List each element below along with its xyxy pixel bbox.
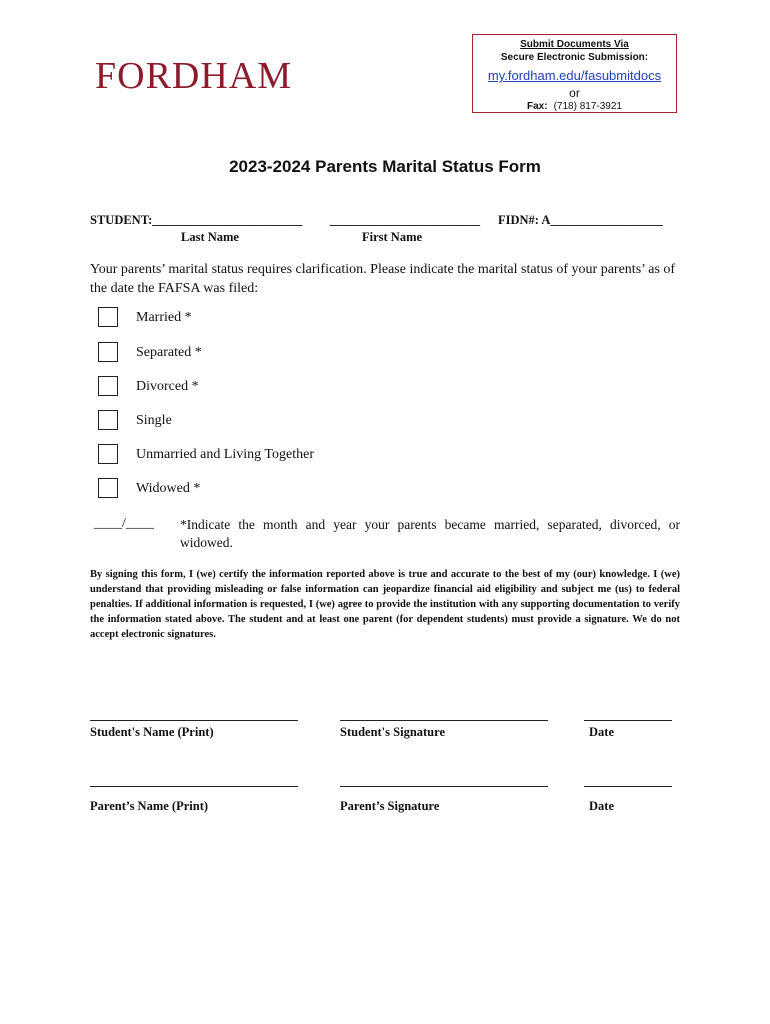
checkbox[interactable]	[98, 342, 118, 362]
student-signature-line[interactable]	[340, 720, 548, 721]
intro-text: Your parents’ marital status requires clarification. Please indicate the marital status of your parents’ as of the date the FAFSA was filed:	[90, 262, 676, 296]
parent-date-line[interactable]	[584, 786, 672, 787]
option-label: Widowed *	[136, 481, 201, 496]
student-signature-label: Student's Signature	[340, 725, 446, 739]
secure-submission-label: Secure Electronic Submission:	[500, 52, 649, 63]
submit-docs-link[interactable]: my.fordham.edu/fasubmitdocs	[487, 68, 662, 83]
fax-number: (718) 817-3921	[553, 101, 622, 112]
student-row	[90, 213, 302, 228]
form-title: 2023-2024 Parents Marital Status Form	[229, 157, 541, 176]
parent-name-line[interactable]	[90, 786, 298, 787]
month-year-note: *Indicate the month and year your parents became married, separated, divorced, or widowed.	[180, 517, 680, 550]
certification-text: By signing this form, I (we) certify the information reported above is true and accurate to the best of my (our) knowledge. I (we) understand that providing misleading or false information can jeopardize financial aid eligibility and subject me (us) to federal penalties. If additional information is requested, I (we) agree to provide the institution with any supporting documentation to verify the information stated above. The student and at least one parent (for dependent students) must provide a signature. We do not accept electronic signatures.	[90, 569, 680, 640]
student-name-line[interactable]	[90, 720, 298, 721]
fidn-field[interactable]: FIDN#: A__________________	[498, 213, 663, 227]
first-name-label: First Name	[362, 230, 423, 244]
option-label: Married *	[136, 310, 192, 325]
option-label: Separated *	[136, 345, 202, 360]
student-date-line[interactable]	[584, 720, 672, 721]
student-last-name-field[interactable]: STUDENT:________________________	[90, 213, 303, 227]
parent-date-label: Date	[589, 799, 614, 813]
fax-label: Fax:	[527, 101, 548, 112]
student-date-label: Date	[589, 725, 614, 739]
checkbox[interactable]	[98, 307, 118, 327]
or-text: or	[569, 86, 580, 100]
option-label: Unmarried and Living Together	[136, 447, 314, 462]
option-label: Single	[136, 413, 172, 428]
fordham-logo: FORDHAM	[95, 55, 293, 97]
parent-signature-label: Parent’s Signature	[340, 799, 440, 813]
option-label: Divorced *	[136, 379, 199, 394]
fidn-row	[498, 213, 663, 228]
student-first-name-field[interactable]: ________________________	[330, 213, 480, 227]
submit-documents-heading: Submit Documents Via	[520, 39, 629, 50]
checkbox[interactable]	[98, 478, 118, 498]
checkbox[interactable]	[98, 376, 118, 396]
student-name-label: Student's Name (Print)	[90, 725, 214, 739]
submit-documents-box	[472, 34, 677, 113]
parent-name-label: Parent’s Name (Print)	[90, 799, 209, 813]
checkbox[interactable]	[98, 444, 118, 464]
month-year-field[interactable]: ____/____	[94, 516, 154, 531]
checkbox[interactable]	[98, 410, 118, 430]
first-name-row	[330, 213, 480, 228]
parent-signature-line[interactable]	[340, 786, 548, 787]
last-name-label: Last Name	[181, 230, 239, 244]
fax-line	[473, 101, 676, 112]
